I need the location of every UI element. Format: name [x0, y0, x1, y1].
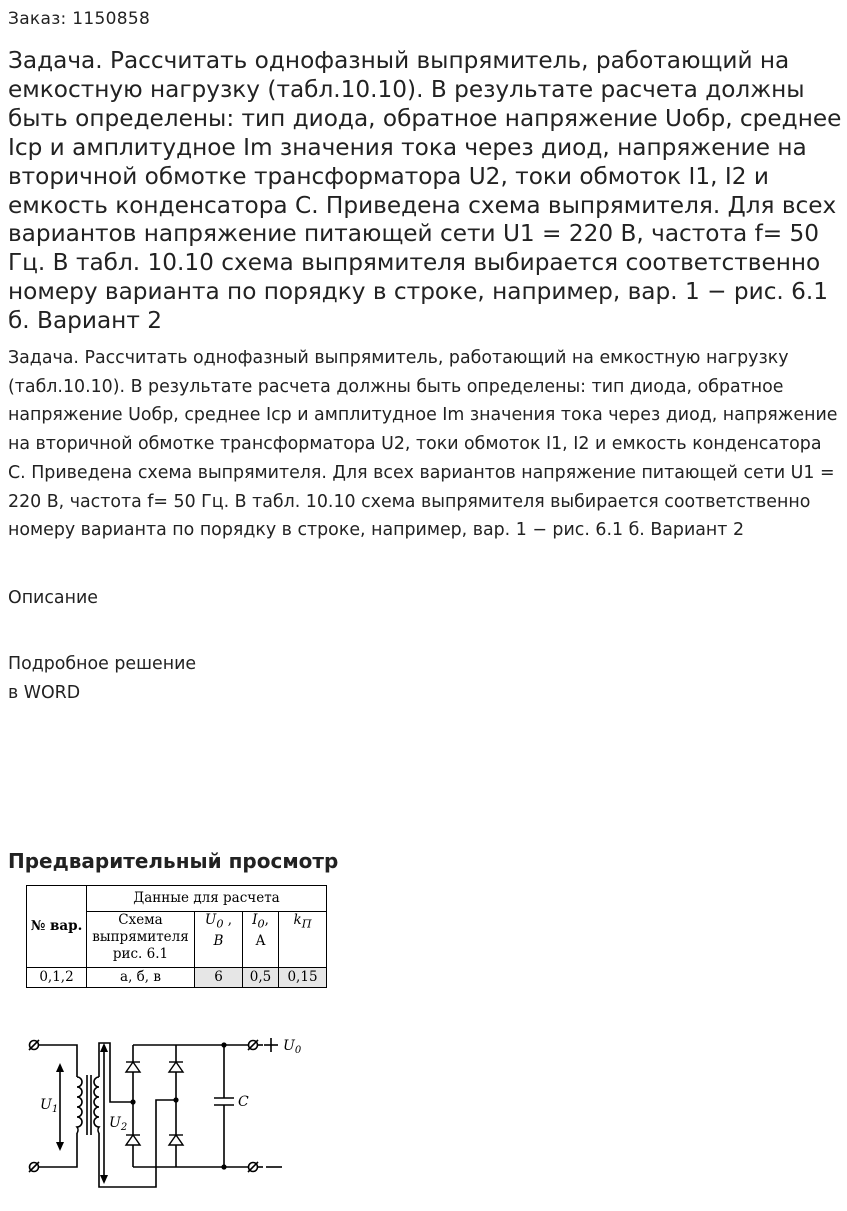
- solution-format: [8, 650, 196, 707]
- task-body: Задача. Рассчитать однофазный выпрямитель, работающий на емкостную нагрузку (табл.10.10). В результате расчета должны быть определены: тип диода, обратное напряжение Uобр, среднее Iср и амплитудное Im значения тока через диод, напряжение на вторичной обмотке трансформатора U2, токи обмоток I1, I2 и емкость конденсатора C. Приведена схема выпрямителя. Для всех вариантов напряжение питающей сети U1 = 220 В, частота f= 50 Гц. В табл. 10.10 схема выпрямителя выбирается соответственно номеру варианта по порядку в строке, например, вар. 1 − рис. 6.1 б. Вариант 2: [8, 348, 838, 541]
- col-u0-name: U: [204, 912, 217, 928]
- order-number: Заказ: 1150858: [8, 9, 151, 29]
- table-row: [27, 968, 327, 988]
- col-scheme: Схема выпрямителя рис. 6.1: [87, 912, 195, 968]
- cell-i0: 0,5: [243, 968, 279, 988]
- col-kp: [279, 912, 327, 968]
- diode-1: [126, 1062, 140, 1072]
- col-i0-sub: 0: [257, 917, 265, 931]
- primary-winding: [77, 1077, 82, 1133]
- diode-3: [126, 1135, 140, 1145]
- secondary-winding: [94, 1077, 99, 1133]
- preview-heading: Предварительный просмотр: [8, 849, 339, 873]
- rectifier-schematic: [20, 1025, 320, 1195]
- task-title: Задача. Рассчитать однофазный выпрямитель, работающий на емкостную нагрузку (табл.10.10). В результате расчета должны быть определены: тип диода, обратное напряжение Uобр, среднее Iср и амплитудное Im значения тока через диод, напряжение на вторичной обмотке трансформатора U2, токи обмоток I1, I2 и емкость конденсатора C. Приведена схема выпрямителя. Для всех вариантов напряжение питающей сети U1 = 220 В, частота f= 50 Гц. В табл. 10.10 схема выпрямителя выбирается соответственно номеру варианта по порядку в строке, например, вар. 1 − рис. 6.1 б. Вариант 2: [8, 47, 842, 335]
- u1-label: $U_1$: [40, 1097, 59, 1115]
- diode-2: [169, 1062, 183, 1072]
- col-kp-name: k: [293, 912, 302, 928]
- col-u0-unit: В: [213, 932, 224, 949]
- solution-line-1: Подробное решение: [8, 654, 197, 674]
- col-i0-unit: А: [255, 932, 266, 949]
- cell-scheme: а, б, в: [87, 968, 195, 988]
- col-kp-sub: П: [301, 917, 312, 931]
- u0-label: $U_0$: [283, 1038, 302, 1056]
- col-u0: $U_0$ , В: [195, 912, 243, 968]
- col-i0: $I_0$, А: [243, 912, 279, 968]
- cell-kp: 0,15: [279, 968, 327, 988]
- cell-variant: 0,1,2: [27, 968, 87, 988]
- description-label: Описание: [8, 588, 98, 608]
- col-i0-name: I: [252, 912, 258, 928]
- col-u0-sub: 0: [216, 917, 224, 931]
- diode-4: [169, 1135, 183, 1145]
- col-variant-number: № вар.: [27, 886, 87, 968]
- group-header: Данные для расчета: [87, 886, 327, 912]
- calc-data-table: [26, 885, 327, 988]
- solution-line-2: в WORD: [8, 682, 81, 703]
- u2-label: $U_2$: [109, 1115, 128, 1133]
- capacitor-label: C: [238, 1094, 249, 1110]
- cell-u0: 6: [195, 968, 243, 988]
